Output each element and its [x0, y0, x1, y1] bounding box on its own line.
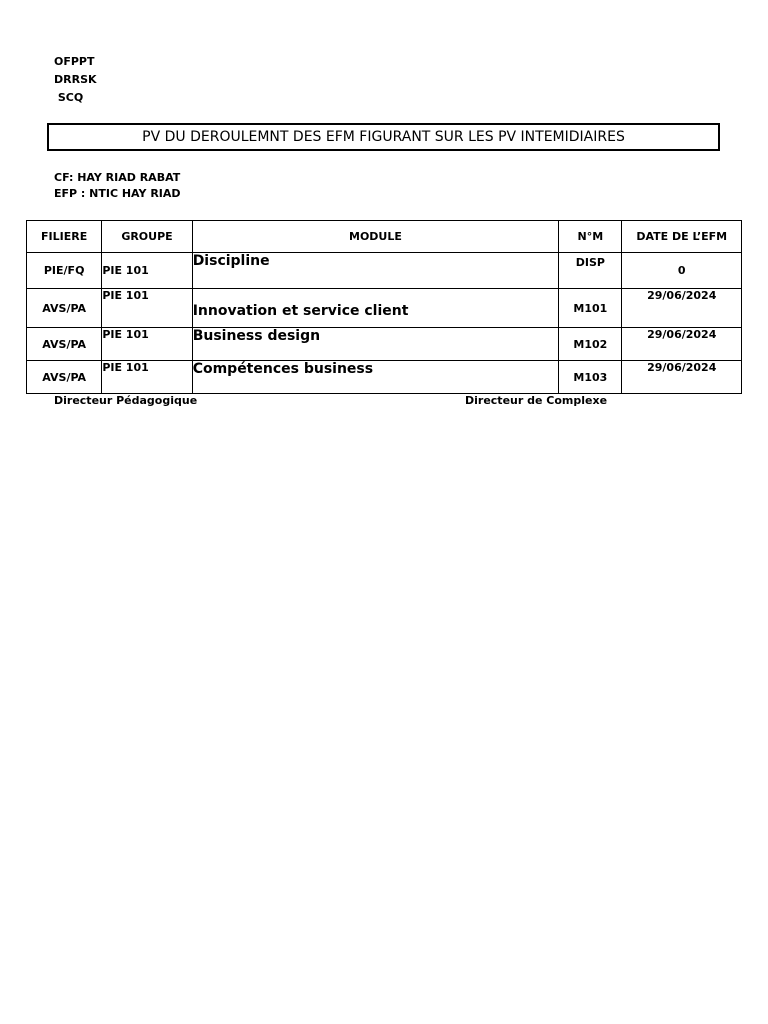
cell-efm-date: 0 — [622, 253, 742, 289]
cell-efm-date: 29/06/2024 — [622, 361, 742, 394]
cell-filiere: AVS/PA — [27, 361, 102, 394]
column-header-filiere: FILIERE — [27, 221, 102, 253]
efm-table — [26, 220, 742, 394]
complex-name: CF: HAY RIAD RABAT — [54, 171, 181, 184]
cell-filiere: AVS/PA — [27, 289, 102, 328]
cell-module-number: M102 — [559, 328, 622, 361]
organization-header — [54, 53, 97, 107]
org-region: DRRSK — [54, 73, 97, 86]
column-header-module-number: N°M — [559, 221, 622, 253]
document-title: PV DU DEROULEMNT DES EFM FIGURANT SUR LES PV INTEMIDIAIRES — [47, 123, 720, 151]
column-header-efm-date: DATE DE L’EFM — [622, 221, 742, 253]
cell-filiere: PIE/FQ — [27, 253, 102, 289]
signature-complex-director: Directeur de Complexe — [465, 394, 608, 407]
cell-module-number: M103 — [559, 361, 622, 394]
cell-efm-date: 29/06/2024 — [622, 328, 742, 361]
cell-groupe: PIE 101 — [102, 328, 192, 361]
table-row — [27, 328, 742, 361]
table-row — [27, 361, 742, 394]
cell-module: Discipline — [192, 253, 559, 289]
cell-module: Innovation et service client — [192, 289, 559, 328]
cell-module-number: M101 — [559, 289, 622, 328]
org-name: OFPPT — [54, 55, 95, 68]
column-header-groupe: GROUPE — [102, 221, 192, 253]
center-info — [54, 170, 181, 202]
cell-groupe: PIE 101 — [102, 361, 192, 394]
table-header-row — [27, 221, 742, 253]
cell-filiere: AVS/PA — [27, 328, 102, 361]
cell-module: Business design — [192, 328, 559, 361]
cell-module: Compétences business — [192, 361, 559, 394]
cell-groupe: PIE 101 — [102, 289, 192, 328]
table-row — [27, 253, 742, 289]
cell-groupe: PIE 101 — [102, 253, 192, 289]
cell-module-number: DISP — [559, 253, 622, 289]
org-service: SCQ — [54, 91, 84, 104]
cell-efm-date: 29/06/2024 — [622, 289, 742, 328]
column-header-module: MODULE — [192, 221, 559, 253]
signature-pedagogical-director: Directeur Pédagogique — [54, 394, 198, 407]
table-row — [27, 289, 742, 328]
establishment-name: EFP : NTIC HAY RIAD — [54, 187, 181, 200]
